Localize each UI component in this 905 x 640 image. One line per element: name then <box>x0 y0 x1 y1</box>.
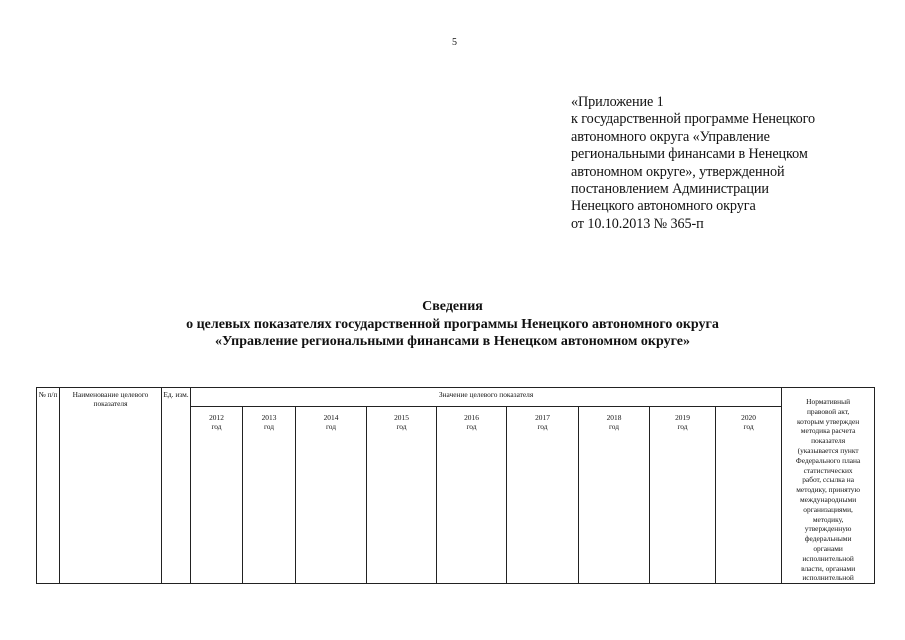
year-cell <box>367 407 437 584</box>
year-unit: год <box>466 422 477 431</box>
year-label: 2015 <box>394 413 409 422</box>
normative-line: Нормативный <box>806 397 851 406</box>
table-header-row <box>37 388 875 407</box>
year-label: 2018 <box>606 413 622 422</box>
year-cell <box>296 407 367 584</box>
year-cell <box>243 407 296 584</box>
document-heading <box>0 298 905 351</box>
year-unit: год <box>537 422 548 431</box>
year-unit: год <box>608 422 620 431</box>
year-label: 2012 <box>209 413 224 422</box>
appendix-line: постановлением Администрации <box>571 181 769 198</box>
heading-title: Сведения <box>422 299 483 314</box>
year-label: 2017 <box>535 413 550 422</box>
year-unit: год <box>211 422 222 431</box>
header-indicator-name: Наименование целевого показателя <box>60 388 162 584</box>
header-num: № п/п <box>37 388 60 584</box>
heading-line: «Управление региональными финансами в Ненецком автономном округе» <box>215 334 690 349</box>
normative-line: (указывается пункт <box>797 445 859 455</box>
year-label: 2020 <box>741 413 756 422</box>
appendix-line: к государственной программе Ненецкого <box>571 111 816 128</box>
appendix-line: автономного округа «Управление <box>571 128 770 145</box>
normative-line: федеральными <box>804 534 852 544</box>
year-cell <box>507 407 579 584</box>
normative-line: правовой акт, <box>806 406 850 416</box>
year-unit: год <box>743 422 754 431</box>
year-unit: год <box>396 422 407 431</box>
page-number: 5 <box>452 37 457 48</box>
normative-line: показателя <box>811 436 846 446</box>
normative-line: исполнительной <box>802 573 854 583</box>
year-cell <box>437 407 507 584</box>
normative-line: утвержденную <box>804 524 852 534</box>
appendix-line: региональными финансами в Ненецком <box>571 146 808 163</box>
normative-line: статистических <box>803 465 853 475</box>
heading-line: о целевых показателях государственной программы Ненецкого автономного округа <box>186 316 719 332</box>
appendix-block <box>571 94 861 233</box>
normative-line: исполнительной <box>802 553 854 563</box>
year-cell <box>191 407 243 584</box>
year-unit: год <box>677 422 688 431</box>
normative-line: методику, <box>812 514 844 524</box>
header-normative-act <box>782 388 875 584</box>
normative-line: органами <box>813 543 843 553</box>
year-label: 2016 <box>464 413 479 422</box>
normative-line: методику, принятую <box>796 485 860 495</box>
normative-line: которым утвержден <box>796 416 860 426</box>
normative-line: Федерального плана <box>795 455 861 465</box>
year-label: 2019 <box>675 413 690 422</box>
indicators-table <box>36 387 875 584</box>
normative-line: международными <box>799 494 857 504</box>
normative-line: власти, органами <box>801 563 856 573</box>
year-label: 2013 <box>261 413 277 422</box>
year-unit: год <box>263 422 275 431</box>
year-cell <box>650 407 716 584</box>
appendix-line: от 10.10.2013 № 365-п <box>571 215 704 232</box>
normative-line: организациями, <box>803 504 853 514</box>
appendix-line: «Приложение 1 <box>571 94 664 110</box>
year-cell <box>716 407 782 584</box>
normative-line: методика расчета <box>800 426 856 436</box>
header-unit: Ед. изм. <box>162 388 191 584</box>
year-unit: год <box>325 422 337 431</box>
year-label: 2014 <box>323 413 339 422</box>
header-value-group: Значение целевого показателя <box>191 388 782 407</box>
normative-line: работ, ссылка на <box>802 475 854 485</box>
year-cell <box>579 407 650 584</box>
appendix-line: Ненецкого автономного округа <box>571 198 756 215</box>
appendix-line: автономном округе», утвержденной <box>571 163 785 180</box>
